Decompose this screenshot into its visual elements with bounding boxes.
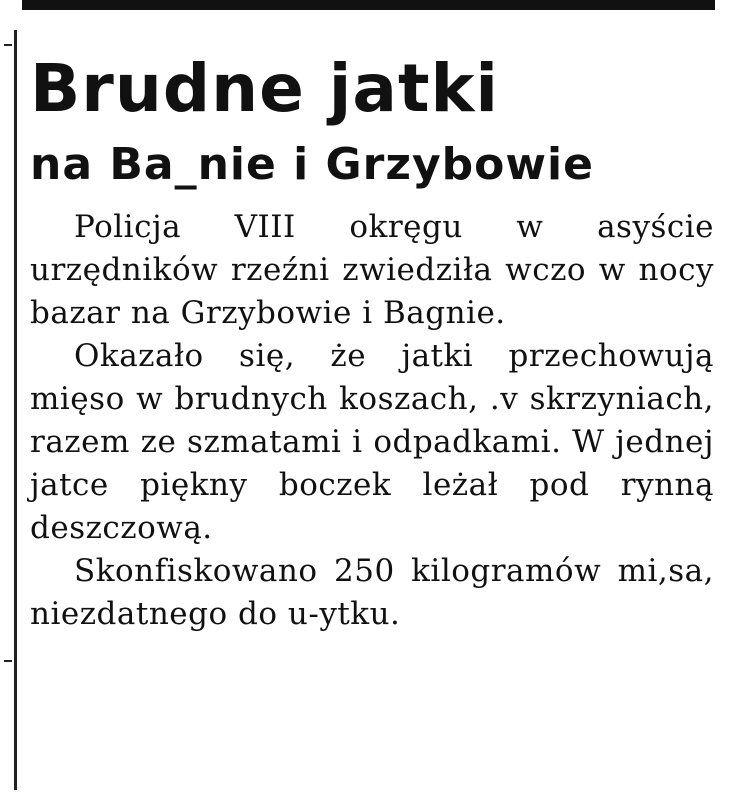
article-paragraph: Okazało się, że jatki przechowują mięso w brudnych koszach, .v skrzyniach, razem ze szmatami i odpadkami. W jednej jatce piękny boczek leżał pod rynną deszczową. [30, 338, 714, 546]
article-body [30, 206, 714, 636]
top-rule [22, 0, 715, 10]
article-subheadline: na Ba_nie i Grzybowie [30, 139, 594, 190]
article-paragraph: Policja VIII okręgu w asyście urzędników rzeźni zwiedziła wczo w nocy bazar na Grzybowie i Bagnie. [30, 209, 714, 331]
article-headline: Brudne jatki [30, 50, 500, 127]
column-rule [14, 30, 17, 790]
margin-mark [4, 44, 12, 46]
margin-mark [4, 660, 12, 662]
article-paragraph: Skonfiskowano 250 kilogramów mi,sa, niezdatnego do u-ytku. [30, 553, 714, 632]
